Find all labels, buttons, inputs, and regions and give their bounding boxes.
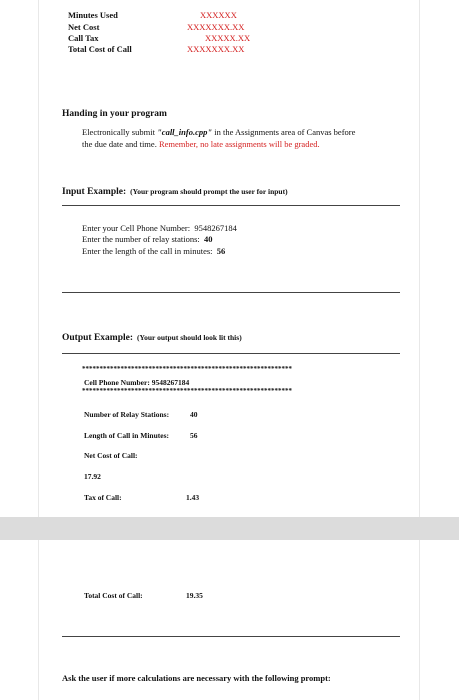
output-length-value: 56 bbox=[190, 431, 198, 440]
input-prompt-relay: Enter the number of relay stations: bbox=[82, 234, 200, 244]
input-rule-top bbox=[62, 205, 400, 206]
output-tax-label: Tax of Call: bbox=[84, 493, 122, 502]
stars-bottom: ************************************************************ bbox=[82, 387, 292, 395]
page-left-edge bbox=[38, 0, 39, 700]
input-line-phone bbox=[82, 223, 237, 233]
handing-in-line-1-pre: Electronically submit bbox=[82, 127, 158, 137]
input-line-relay bbox=[82, 234, 213, 244]
stars-top: ************************************************************ bbox=[82, 365, 292, 373]
output-relay-value: 40 bbox=[190, 410, 198, 419]
input-prompt-length: Enter the length of the call in minutes: bbox=[82, 246, 213, 256]
handing-in-line-1-post: in the Assignments area of Canvas before bbox=[212, 127, 356, 137]
output-net-label: Net Cost of Call: bbox=[84, 451, 138, 460]
output-example-heading: Output Example: bbox=[62, 333, 133, 343]
input-example-note: (Your program should prompt the user for input) bbox=[130, 187, 288, 196]
output-rule-top bbox=[62, 353, 400, 354]
output-net-value: 17.92 bbox=[84, 472, 101, 481]
handing-in-filename: "call_info.cpp" bbox=[157, 127, 213, 137]
table-label-call-tax: Call Tax bbox=[68, 33, 99, 43]
output-example-header bbox=[62, 327, 242, 345]
handing-in-line-2 bbox=[82, 139, 320, 149]
handing-in-heading: Handing in your program bbox=[62, 109, 167, 119]
output-length-label: Length of Call in Minutes: bbox=[84, 431, 170, 440]
input-value-relay: 40 bbox=[204, 234, 213, 244]
input-example-header bbox=[62, 181, 288, 199]
handing-in-line-2-pre: the due date and time. bbox=[82, 139, 159, 149]
table-value-call-tax: XXXXX.XX bbox=[205, 33, 251, 43]
table-value-minutes: XXXXXX bbox=[200, 10, 237, 20]
output-total-value: 19.35 bbox=[186, 591, 203, 600]
table-label-total-cost: Total Cost of Call bbox=[68, 44, 132, 54]
output-tax-value: 1.43 bbox=[186, 493, 200, 502]
output-relay-label: Number of Relay Stations: bbox=[84, 410, 170, 419]
late-warning: Remember, no late assignments will be graded. bbox=[158, 139, 320, 149]
input-value-length: 56 bbox=[216, 246, 226, 256]
input-example-heading: Input Example: bbox=[62, 187, 127, 197]
table-value-net-cost: XXXXXXX.XX bbox=[187, 22, 245, 32]
page-break-gap bbox=[0, 517, 459, 540]
input-line-length bbox=[82, 246, 225, 256]
output-rule-bottom bbox=[62, 636, 400, 637]
output-total-label: Total Cost of Call: bbox=[84, 591, 143, 600]
input-value-phone: 9548267184 bbox=[194, 223, 237, 233]
input-rule-bottom bbox=[62, 292, 400, 293]
input-prompt-phone: Enter your Cell Phone Number: bbox=[82, 223, 191, 233]
table-label-minutes: Minutes Used bbox=[68, 10, 118, 20]
page-right-edge bbox=[419, 0, 420, 700]
prompt-instruction: Ask the user if more calculations are necessary with the following prompt: bbox=[62, 673, 331, 683]
output-phone-value: 9548267184 bbox=[151, 378, 190, 387]
table-label-net-cost: Net Cost bbox=[68, 22, 100, 32]
handing-in-line-1 bbox=[82, 127, 355, 137]
table-value-total-cost: XXXXXXX.XX bbox=[187, 44, 245, 54]
output-phone-line bbox=[84, 378, 189, 387]
output-example-note: (Your output should look lit this) bbox=[137, 333, 242, 342]
output-phone-label: Cell Phone Number: bbox=[84, 378, 150, 387]
